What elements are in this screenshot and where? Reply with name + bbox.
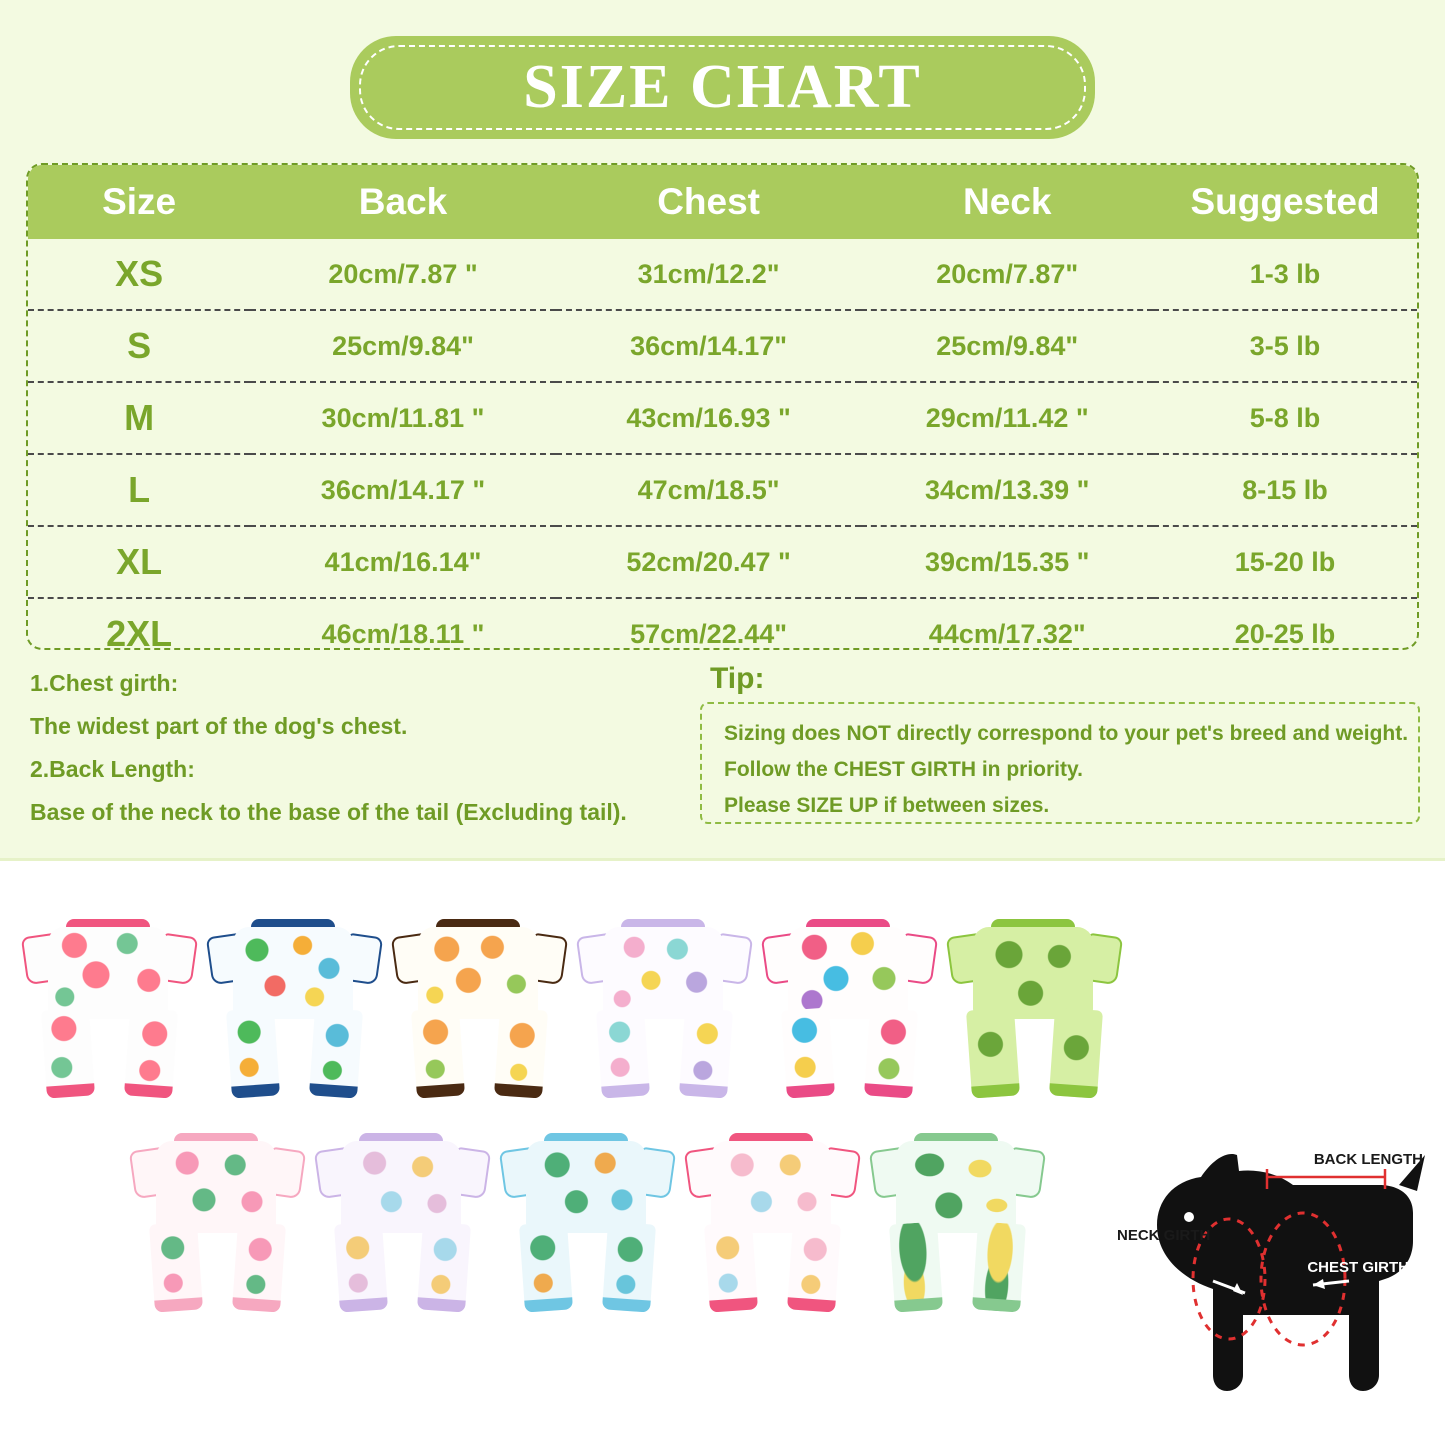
cell-size: XS bbox=[28, 239, 250, 310]
tip-line-3: Please SIZE UP if between sizes. bbox=[724, 794, 1050, 817]
cell-size: XL bbox=[28, 526, 250, 598]
cell-chest: 47cm/18.5" bbox=[556, 454, 862, 526]
label-chest-girth: CHEST GIRTH bbox=[1307, 1259, 1409, 1276]
flamingo-cactus-pajama bbox=[130, 1123, 305, 1323]
table-row bbox=[28, 382, 1417, 454]
table-row bbox=[28, 598, 1417, 650]
monkey-pajama bbox=[392, 909, 567, 1109]
avocado-pajama bbox=[947, 909, 1122, 1109]
dog-measurement-diagram bbox=[1117, 1129, 1427, 1429]
watermelon-pajama bbox=[22, 909, 197, 1109]
measurement-notes bbox=[30, 662, 690, 834]
tip-block bbox=[700, 662, 1420, 824]
cell-back: 46cm/18.11 " bbox=[321, 618, 485, 649]
note-back-length-title: 2.Back Length: bbox=[30, 756, 195, 782]
header-chest: Chest bbox=[556, 165, 862, 239]
cell-size: L bbox=[28, 454, 250, 526]
table-row bbox=[28, 310, 1417, 382]
cell-back: 36cm/14.17 " bbox=[250, 454, 556, 526]
cell-suggested: 1-3 lb bbox=[1153, 239, 1417, 310]
cell-size: 2XL bbox=[106, 613, 173, 650]
cell-neck: 39cm/15.35 " bbox=[861, 526, 1153, 598]
banana-leaf-pajama bbox=[870, 1123, 1045, 1323]
table-row bbox=[28, 526, 1417, 598]
cell-suggested: 20-25 lb bbox=[1234, 618, 1336, 649]
cell-chest: 57cm/22.44" bbox=[630, 618, 788, 649]
title-pill bbox=[350, 36, 1095, 139]
candy-pajama bbox=[762, 909, 937, 1109]
note-back-length-desc: Base of the neck to the base of the tail (Excluding tail). bbox=[30, 799, 627, 825]
tip-line-1: Sizing does NOT directly correspond to your pet's breed and weight. bbox=[724, 722, 1409, 745]
header-neck: Neck bbox=[861, 165, 1153, 239]
mermaid-cupcake-pajama bbox=[577, 909, 752, 1109]
label-back-length: BACK LENGTH bbox=[1313, 1151, 1423, 1168]
cell-suggested: 5-8 lb bbox=[1153, 382, 1417, 454]
header-size: Size bbox=[28, 165, 250, 239]
cell-neck: 44cm/17.32" bbox=[928, 618, 1086, 649]
cell-size: S bbox=[28, 310, 250, 382]
rainbow-llama-pajama bbox=[685, 1123, 860, 1323]
cell-neck: 34cm/13.39 " bbox=[861, 454, 1153, 526]
tip-heading: Tip: bbox=[710, 662, 765, 695]
size-table bbox=[28, 165, 1417, 650]
header-back: Back bbox=[250, 165, 556, 239]
table-header-row bbox=[28, 165, 1417, 239]
cell-chest: 43cm/16.93 " bbox=[556, 382, 862, 454]
product-row-2 bbox=[130, 1123, 1045, 1323]
cell-back: 20cm/7.87 " bbox=[250, 239, 556, 310]
cell-chest: 36cm/14.17" bbox=[556, 310, 862, 382]
product-row-1 bbox=[22, 909, 1122, 1109]
cell-chest: 31cm/12.2" bbox=[556, 239, 862, 310]
cell-back: 30cm/11.81 " bbox=[250, 382, 556, 454]
cell-chest: 52cm/20.47 " bbox=[556, 526, 862, 598]
size-table-card bbox=[26, 163, 1419, 650]
header-suggested: Suggested bbox=[1153, 165, 1417, 239]
cell-suggested: 8-15 lb bbox=[1153, 454, 1417, 526]
cell-neck: 25cm/9.84" bbox=[861, 310, 1153, 382]
note-chest-girth-title: 1.Chest girth: bbox=[30, 670, 179, 696]
unicorn-donut-pajama bbox=[315, 1123, 490, 1323]
table-row bbox=[28, 454, 1417, 526]
cell-back: 41cm/16.14" bbox=[250, 526, 556, 598]
note-chest-girth-desc: The widest part of the dog's chest. bbox=[30, 713, 408, 739]
dinosaur-pajama bbox=[500, 1123, 675, 1323]
tip-box bbox=[700, 702, 1420, 824]
table-row bbox=[28, 239, 1417, 310]
cell-size: M bbox=[28, 382, 250, 454]
cell-neck: 20cm/7.87" bbox=[861, 239, 1153, 310]
cell-suggested: 15-20 lb bbox=[1153, 526, 1417, 598]
cell-suggested: 3-5 lb bbox=[1153, 310, 1417, 382]
label-neck-girth: NECK GIRTH bbox=[1117, 1227, 1211, 1244]
beach-palm-pajama bbox=[207, 909, 382, 1109]
page-title: SIZE CHART bbox=[523, 53, 922, 121]
product-photo-area bbox=[0, 858, 1445, 1448]
tip-line-2: Follow the CHEST GIRTH in priority. bbox=[724, 758, 1083, 781]
dog-silhouette-icon bbox=[1117, 1129, 1427, 1429]
title-banner bbox=[350, 36, 1095, 139]
cell-back: 25cm/9.84" bbox=[250, 310, 556, 382]
cell-neck: 29cm/11.42 " bbox=[861, 382, 1153, 454]
